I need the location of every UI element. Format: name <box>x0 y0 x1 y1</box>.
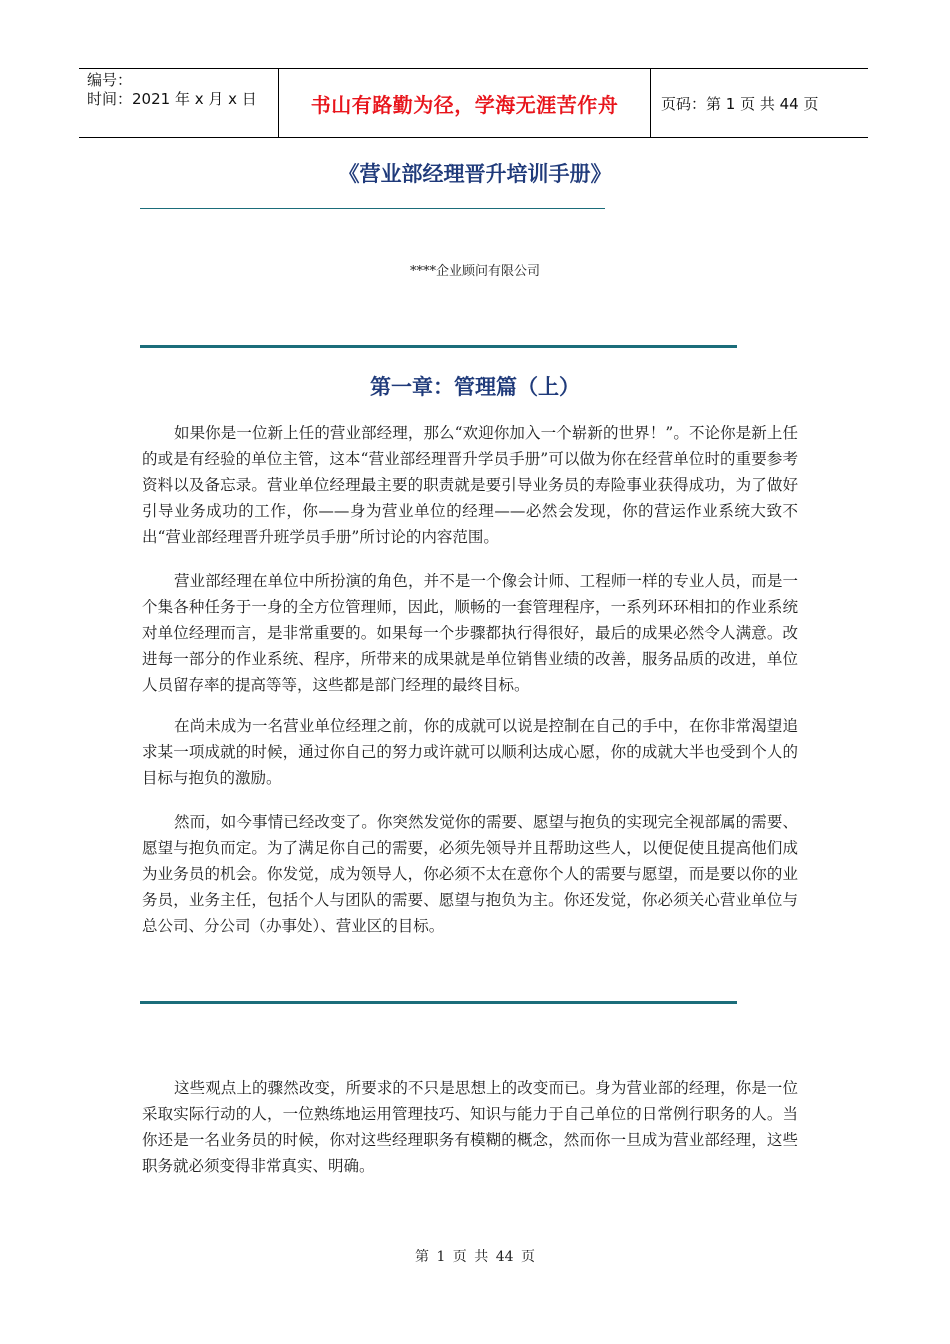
body-paragraph: 在尚未成为一名营业单位经理之前，你的成就可以说是控制在自己的手中，在你非常渴望追求某一项成就的时候，通过你自己的努力或许就可以顺利达成心愿，你的成就大半也受到个人的目标与抱负的激励。 <box>142 717 798 787</box>
body-paragraph: 这些观点上的骤然改变，所要求的不只是思想上的改变而已。身为营业部的经理，你是一位采取实际行动的人，一位熟练地运用管理技巧、知识与能力于自己单位的日常例行职务的人。当你还是一名业务员的时候，你对这些经理职务有模糊的概念，然而你一旦成为营业部经理，这些职务就必须变得非常真实、明确。 <box>142 1079 798 1175</box>
chapter-title: 第一章：管理篇（上） <box>370 375 580 399</box>
section-divider-bottom <box>140 1001 737 1004</box>
header-meta-cell <box>79 69 279 137</box>
section-divider-top <box>140 345 737 348</box>
body-paragraph: 营业部经理在单位中所扮演的角色，并不是一个像会计师、工程师一样的专业人员，而是一个集各种任务于一身的全方位管理师，因此，顺畅的一套管理程序，一系列环环相扣的作业系统对单位经理而言，是非常重要的。如果每一个步骤都执行得很好，最后的成果必然令人满意。改进每一部分的作业系统、程序，所带来的成果就是单位销售业绩的改善，服务品质的改进，单位人员留存率的提高等等，这些都是部门经理的最终目标。 <box>142 572 798 694</box>
document-title: 《营业部经理晋升培训手册》 <box>338 162 612 186</box>
header-table <box>79 68 868 138</box>
page-footer: 第 1 页 共 44 页 <box>415 1249 535 1265</box>
document-date-label: 时间：2021 年 x 月 x 日 <box>87 90 257 108</box>
title-divider <box>140 208 605 209</box>
company-name: ****企业顾问有限公司 <box>409 264 540 279</box>
body-paragraph: 如果你是一位新上任的营业部经理，那么“欢迎你加入一个崭新的世界！”。不论你是新上任的或是有经验的单位主管，这本“营业部经理晋升学员手册”可以做为你在经营单位时的重要参考资料以及备忘录。营业单位经理最主要的职责就是要引导业务员的寿险事业获得成功，为了做好引导业务成功的工作，你——身为营业单位的经理——必然会发现，你的营运作业系统大致不出“营业部经理晋升班学员手册”所讨论的内容范围。 <box>142 424 798 546</box>
body-paragraph: 然而，如今事情已经改变了。你突然发觉你的需要、愿望与抱负的实现完全视部属的需要、愿望与抱负而定。为了满足你自己的需要，必须先领导并且帮助这些人，以便促使且提高他们成为业务员的机会。你发觉，成为领导人，你必须不太在意你个人的需要与愿望，而是要以你的业务员，业务主任，包括个人与团队的需要、愿望与抱负为主。你还发觉，你必须关心营业单位与总公司、分公司（办事处）、营业区的目标。 <box>142 813 798 935</box>
document-number-label: 编号： <box>87 71 133 89</box>
header-page-info: 页码：第 1 页 共 44 页 <box>661 94 819 113</box>
header-motto: 书山有路勤为径，学海无涯苦作舟 <box>279 69 651 137</box>
